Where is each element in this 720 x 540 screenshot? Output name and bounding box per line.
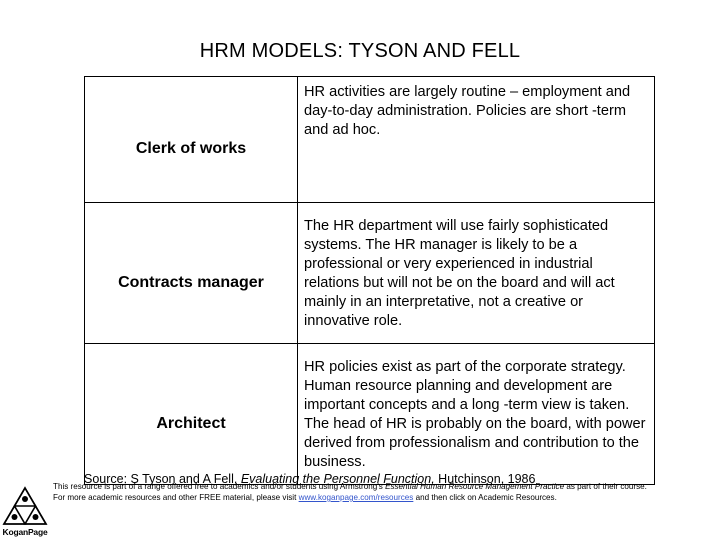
table-row (85, 344, 655, 485)
model-description: HR activities are largely routine – employment and day-to-day administration. Policies are short -term and ad hoc. (298, 77, 655, 203)
models-table (84, 76, 655, 485)
footer-line-2: For more academic resources and other FREE material, please visit www.koganpage.com/resources and then click on Academic Resources. (53, 493, 557, 502)
source-prefix: Source: S Tyson and A Fell, (84, 472, 241, 486)
footer-notice (53, 481, 718, 503)
source-work: Evaluating the Personnel Function, (240, 472, 435, 486)
table-row (85, 203, 655, 344)
model-description: HR policies exist as part of the corporate strategy. Human resource planning and development are important concepts and a long -term view is taken. The head of HR is probably on the board, with power derived from professionalism and contribution to the business. (298, 344, 655, 485)
model-description: The HR department will use fairly sophisticated systems. The HR manager is likely to be a professional or very experienced in industrial relations but will not be on the board and will act mainly in an interpretative, not a creative or innovative role. (298, 203, 655, 344)
model-name: Contracts manager (85, 203, 298, 344)
resources-link[interactable]: www.koganpage.com/resources (298, 493, 414, 502)
table-row (85, 77, 655, 203)
logo-text: KoganPage (2, 527, 48, 537)
page-title: HRM MODELS: TYSON AND FELL (199, 40, 521, 62)
footer-line-1: This resource is part of a range offered free to academics and/or students using Armstrong's Essential Human Resource Management Practice as part of their course. (53, 482, 647, 491)
source-suffix: Hutchinson, 1986 (434, 472, 536, 486)
model-name: Architect (85, 344, 298, 485)
model-name: Clerk of works (85, 77, 298, 203)
